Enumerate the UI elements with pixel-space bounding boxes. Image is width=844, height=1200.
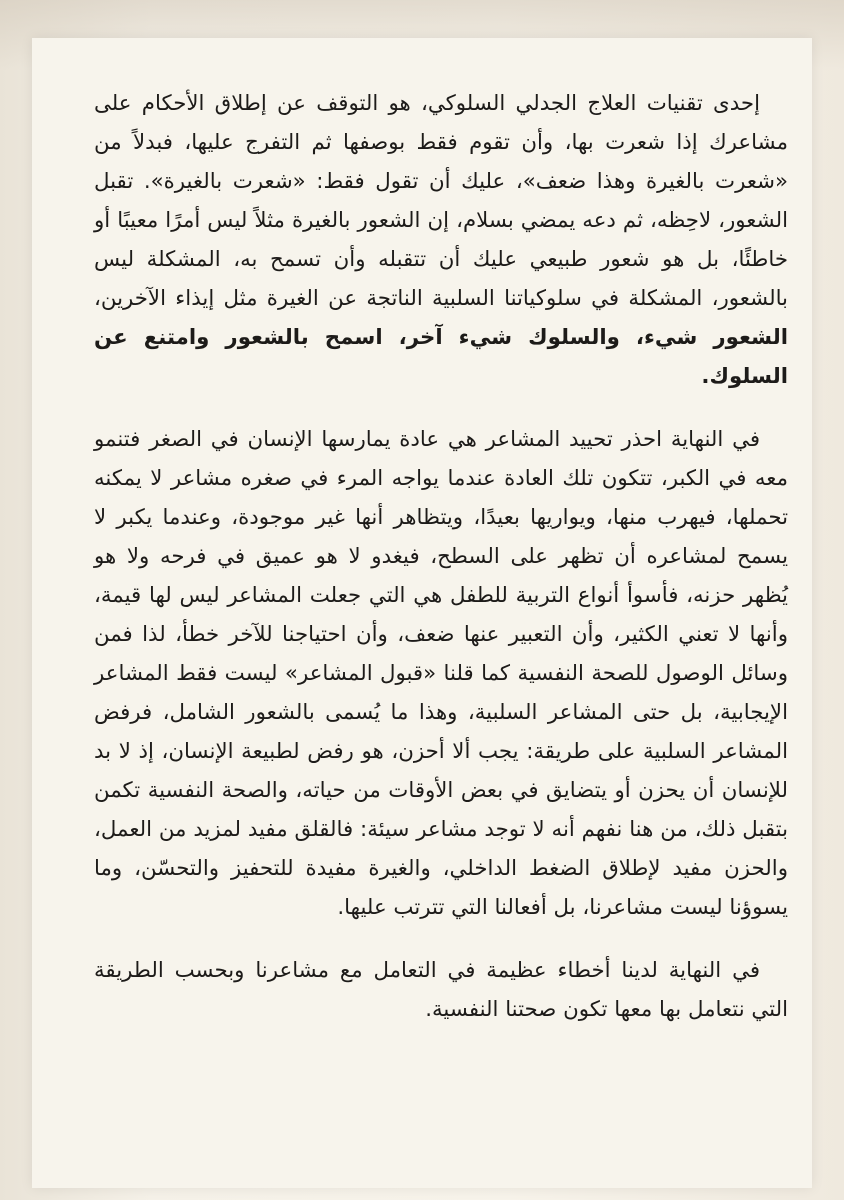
paragraph-dbt-technique	[94, 84, 788, 396]
paragraph-emotion-neutralizing	[94, 420, 788, 927]
paragraph-conclusion	[94, 951, 788, 1029]
page-text	[94, 84, 788, 1029]
book-page	[32, 38, 812, 1188]
paragraph-text: في النهاية احذر تحييد المشاعر هي عادة يمارسها الإنسان في الصغر فتنمو معه في الكبر، تتكون تلك العادة عندما يواجه المرء في صغره مشاعر لا يمكنه تحملها، فيهرب منها، ويواريها بعيدًا، ويتظاهر أنها غير موجودة، وعندما يكبر لا يسمح لمشاعره أن تظهر على السطح، فيغدو لا هو عميق في فرحه ولا هو يُظهر حزنه، فأسوأ أنواع التربية للطفل هي التي جعلت المشاعر ليس لها قيمة، وأنها لا تعني الكثير، وأن التعبير عنها ضعف، وأن احتياجنا للآخر خطأ، لذا فمن وسائل الوصول للصحة النفسية كما قلنا «قبول المشاعر» ليست فقط المشاعر الإيجابية، بل حتى المشاعر السلبية، وهذا ما يُسمى بالشعور الشامل، فرفض المشاعر السلبية على طريقة: يجب ألا أحزن، هو رفض لطبيعة الإنسان، إذ لا بد للإنسان أن يحزن أو يتضايق في بعض الأوقات من حياته، والصحة النفسية تكمن بتقبل ذلك، من هنا نفهم أنه لا توجد مشاعر سيئة: فالقلق مفيد لمزيد من العمل، والحزن مفيد لإطلاق الضغط الداخلي، والغيرة مفيدة للتحفيز والتحسّن، وما يسوؤنا ليست مشاعرنا، بل أفعالنا التي تترتب عليها.	[94, 427, 788, 920]
paragraph-text: إحدى تقنيات العلاج الجدلي السلوكي، هو التوقف عن إطلاق الأحكام على مشاعرك إذا شعرت بها، وأن تقوم فقط بوصفها ثم التفرج عليها، فبدلاً من «شعرت بالغيرة وهذا ضعف»، عليك أن تقول فقط: «شعرت بالغيرة». تقبل الشعور، لاحِظه، ثم دعه يمضي بسلام، إن الشعور بالغيرة مثلاً ليس أمرًا معيبًا أو خاطئًا، بل هو شعور طبيعي عليك أن تتقبله وأن تسمح به، المشكلة ليس بالشعور، المشكلة في سلوكياتنا السلبية الناتجة عن الغيرة مثل إيذاء الآخرين،	[94, 91, 788, 311]
paragraph-text: في النهاية لدينا أخطاء عظيمة في التعامل مع مشاعرنا وبحسب الطريقة التي نتعامل بها معها تكون صحتنا النفسية.	[94, 958, 788, 1022]
bold-emphasis-text: الشعور شيء، والسلوك شيء آخر، اسمح بالشعور وامتنع عن السلوك.	[94, 325, 788, 389]
